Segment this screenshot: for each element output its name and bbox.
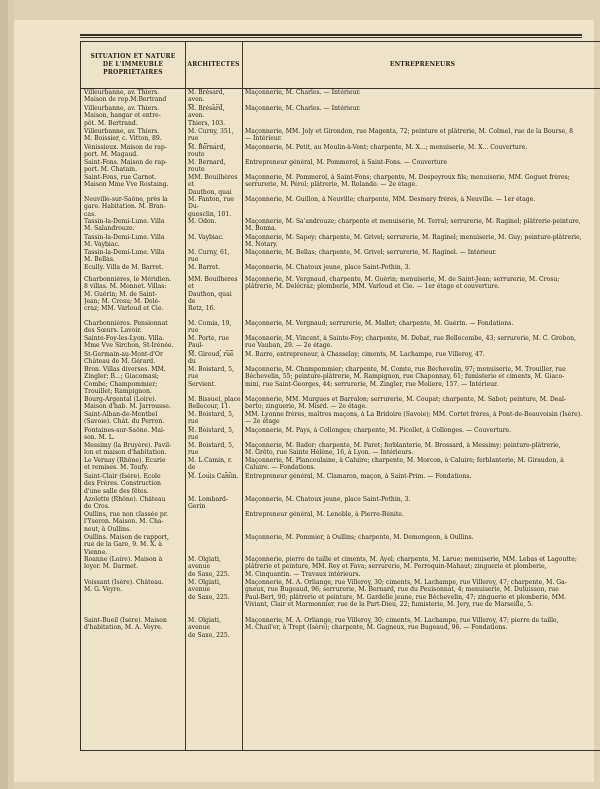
top-rule-thin xyxy=(80,37,582,38)
top-rule xyxy=(80,34,582,36)
cell-site: Sainte-Foy-les-Lyon. Villa. Mme Vve Sirchon, St-Irénée. xyxy=(84,335,174,350)
cell-architect: MM. Bouilhères et Dauthon, quai de Retz, 16. xyxy=(188,276,238,313)
cell-contractors: Entrepreneur général, M. Lenoble, à Pierre-Bénite. xyxy=(245,511,404,518)
table-row xyxy=(81,617,600,639)
cell-architect: M. Olgiati, avenue de Saxe, 225. xyxy=(188,579,230,601)
cell-contractors: Maçonnerie, M. Charles. — Intérieur. xyxy=(245,105,361,112)
cell-site: Neuville-sur-Saône, près la gare. Habitation. M. Bran- cas. xyxy=(84,196,168,218)
cell-site: Saint-Bueil (Isère). Maison d'habitation, M. A. Veyre. xyxy=(84,617,167,632)
cell-architect: M. Porte, rue Paul- xyxy=(188,335,229,350)
table-row xyxy=(81,335,600,351)
cell-contractors: Maçonnerie, M. Sa'androuze; charpente et menuiserie, M. Terral; serrurerie, M. Raginel; plâtrerie-peinture, M. Bonna. xyxy=(245,218,581,233)
cell-site: St-Germain-au-Mont-d'Or Château de M. Gérard. xyxy=(84,351,163,366)
cell-site: Tassin-la-Demi-Lune. Villa M. Salandrouze. xyxy=(84,218,165,233)
cell-site: Villeurbanne, av. Thiers. Maison de rep.M.Bertrand xyxy=(84,89,167,104)
cell-architect: M. Fanton, rue Du- guesclin, 101. xyxy=(188,196,234,218)
cell-architect: M. L.Camin, r. de xyxy=(188,457,233,472)
cell-architect xyxy=(188,511,241,534)
header-contractors: ENTREPRENEURS xyxy=(389,61,456,68)
cell-architect: M. Vaybiac. xyxy=(188,234,224,241)
cell-contractors: Maçonnerie, M. Bador; charpente, M. Paret; ferblanterie, M. Brossard, à Messimy; peinture-plâtrerie, M. Grêto, rue Sainte Hélène, 16, à Lyon. — Intérieurs. xyxy=(245,442,561,457)
cell-site: Roanne (Loire). Maison à loyer. M. Darmet. xyxy=(84,556,163,571)
cell-contractors: Maçonnerie, MM. Joly et Girondon, rue Magenta, 72; peinture et plâtrerie, M. Colmel, rue de la Bourse, 8 — Intérieur. xyxy=(245,128,574,143)
cell-architect: M. Bernard, route xyxy=(188,159,226,174)
cell-site: Le Vernay (Rhône). Écurie et remises. M. Toufy. xyxy=(84,457,166,472)
cell-site: Saint-Fons. Maison de rap- port. M. Chatain. xyxy=(84,159,168,174)
table-row xyxy=(81,264,600,276)
cell-architect: M. Boistard, 5, rue Servient. xyxy=(188,366,234,388)
table-row xyxy=(81,473,600,496)
cell-contractors: Maçonnerie, M. Charles. — Intérieur. xyxy=(245,89,361,96)
table-row xyxy=(81,351,600,366)
cell-contractors: Maçonnerie, M. Guillon, à Neuville; charpente, MM. Desmary frères, à Neuville. — 1er étage. xyxy=(245,196,536,203)
cell-site: Tassin-la-Demi-Lune. Villa M. Bellas. xyxy=(84,249,165,264)
cell-site: Villeurbanne, av. Thiers. M. Boissier, c. Vitton, 89. xyxy=(84,128,162,143)
cell-site: Oullins. Maison de rapport, rue de la Gare, 9. M. X. à Vienne. xyxy=(84,534,169,556)
cell-architect: M. Odon. xyxy=(188,218,217,225)
table-row xyxy=(81,411,600,427)
cell-contractors: Entrepreneur général, M. Clamaron, maçon, à Saint-Prim. — Fondations. xyxy=(245,473,472,480)
table-row xyxy=(81,234,600,249)
cell-site: Messimy (la Bruyère). Pavil- lon et maison d'habitation. xyxy=(84,442,172,457)
cell-architect: M. Barret. xyxy=(188,264,221,271)
cell-contractors: Maçonnerie, M. Pays, à Collonges; charpente, M. Picollet, à Collonges. — Couverture. xyxy=(245,427,512,434)
cell-architect: M. Boistard, 5, rue xyxy=(188,427,234,442)
cell-site: Voissant (Isère). Château. M. G. Veyre. xyxy=(84,579,164,594)
cell-site: Bourg-Argental (Loire). Maison d'hab. M. Jarrousse. xyxy=(84,396,171,411)
cell-architect: M. Curny, 351, rue xyxy=(188,128,234,143)
cell-architect: M. Boistard, 5, rue xyxy=(188,442,234,457)
cell-architect: M. Brésard, aven. Thiers, 103. xyxy=(188,105,226,127)
cell-site: Bron. Villas diverses. MM. Zingler; B...; Giacomasi; Combe; Champommier; Trouillet; Rampignon. xyxy=(84,366,166,396)
cell-contractors: Maçonnerie, pierre de taille et ciments, M. Ayel; charpente, M. Larue; menuiserie, MM. Lebas et Lagoutte; plâtrerie et peinture, MM. Rey et Fava; serrurerie, M. Perroquin-Mahaut; zinguerie et plomberie, M. Cinquantin. — Travaux intérieurs. xyxy=(245,556,577,578)
cell-contractors: Maçonnerie, M. A. Orliange, rue Villeroy, 30; ciments, M. Lachampe, rue Villeroy, 47; pierre de taille, M. Chail'er, à Trept (Isère); charpente, M. Gagneux, rue Bugeaud, 96. — Fondations. xyxy=(245,617,559,632)
cell-contractors: Maçonnerie, M. Vincent, à Sainte-Foy; charpente, M. Debat, rue Bellecombe, 43; serrurerie, M. C. Grobon, rue Vauban, 29. — 2e étage. xyxy=(245,335,576,350)
cell-site: Charbonnières. Pensionnat des Sœurs. Lavoir. xyxy=(84,320,168,335)
header-site: SITUATION ET NATURE DE L'IMMEUBLE PROPRIÉTAIRES xyxy=(90,53,176,76)
table-row xyxy=(81,89,600,105)
table-row xyxy=(81,579,600,617)
table-row xyxy=(81,159,600,174)
table-row xyxy=(81,174,600,196)
cell-site: Tassin-la-Demi-Lune. Villa M. Vaybiac. xyxy=(84,234,165,249)
cell-contractors: Maçonnerie, M. Bellas; charpente, M. Grivel; serrurerie, M. Raginel. — Intérieur. xyxy=(245,249,497,256)
cell-contractors: Maçonnerie, M. Plancoulaine, à Caluire; charpente, M. Morcon, à Caluire; ferblanterie, M. Giraudon, à Caluire. — Fondations. xyxy=(245,457,564,472)
cell-contractors: Maçonnerie, M. Champommier; charpente, M. Comte, rue Béchevelin, 97; menuiserie, M. Trouiller, rue Béchevelin, 55; peinture-plâtrerie, M. Rampignon, rue Chaponnay, 61; fumisterie et ciments, M. Giaco- mini, rue Saint-Georges, 44; serrurerie, M. Zingler, rue Moliere, 157. — Intérieur. xyxy=(245,366,566,388)
cell-site: Saint-Alban-de-Montbel (Savoie). Chât. du Perron. xyxy=(84,411,165,426)
table-row xyxy=(81,366,600,396)
cell-architect: M. Bissuel, place Bellecour, 11. xyxy=(188,396,241,411)
cell-site: Saint-Clair (Isère). École des Frères. Construction d'une salle des fêtes. xyxy=(84,473,161,495)
cell-architect xyxy=(188,534,241,556)
table-row xyxy=(81,218,600,234)
cell-architect: M. Lombard-Gerin xyxy=(188,496,229,511)
cell-contractors: Maçonnerie, M. A. Orliange, rue Villeroy, 30; ciments, M. Lachampe, rue Villeroy, 47; charpente, M. Ga- gneux, rue Bugeaud, 96; serrurerie, M. Bernard, rue du Peuisonnat, 4; menuiserie, M. Duluisson, rue Paul-Bert, 90; plâtrerie et peinture, M. Gardelle jeune, rue Béchevelin, 47; zinguerie et plomberie, MM. Viviant, Clair et Marmonnier, rue de la Part-Dieu, 22; fumisterie, M. Jery, rue de Marseille, 5. xyxy=(245,579,567,609)
table-row xyxy=(81,144,600,159)
cell-architect: M. Curny, 61, rue xyxy=(188,249,230,264)
cell-site: Fontaines-sur-Saône. Mai- son. M. L. xyxy=(84,427,166,442)
table-row xyxy=(81,556,600,579)
table-row xyxy=(81,276,600,320)
cell-contractors: M. Barre, entrepreneur, à Chasselay; ciments, M. Lachampe, rue Villeroy, 47. xyxy=(245,351,485,358)
document-page xyxy=(14,20,594,782)
cell-contractors: Maçonnerie, M. Petit, au Moulin-à-Vent; charpente, M. X...; menuiserie, M. X... Couverture. xyxy=(245,144,528,151)
table-row xyxy=(81,427,600,442)
cell-architect: M. Bernard, route xyxy=(188,144,226,159)
table-row xyxy=(81,196,600,218)
cell-site: Vénissieux. Maison de rap- port. M. Magaud. xyxy=(84,144,167,159)
cell-site: Villeurbanne, av. Thiers. Maison, hangar et entre- pôt. M. Bertrand. xyxy=(84,105,161,127)
cell-site: Oullins, rue non classée pr. l'Yseron. Maison. M. Cha- neut, à Oullins. xyxy=(84,511,169,533)
table-row xyxy=(81,320,600,335)
page-edge xyxy=(0,0,8,789)
cell-site: Charbonnières, le Méridien. 8 villas. M. Monnet. Villas: M. Guérin; M. de Saint- Jean; M. Crosu; M. Delé- craz; MM. Varloud et Cie. xyxy=(84,276,172,313)
table-row xyxy=(81,442,600,457)
cell-site: Saint-Fons, rue Carnot. Maison Mme Vve Rostaing. xyxy=(84,174,169,189)
cell-contractors: Maçonnerie, M. Chatoux jeune, place Saint-Pothin, 3. xyxy=(245,264,411,271)
cell-architect: MM. Bouilhères et Dauthon, quai xyxy=(188,174,238,196)
cell-site: Écully. Villa de M. Barret. xyxy=(84,264,164,271)
contractors-table xyxy=(80,41,600,751)
table-row xyxy=(81,534,600,556)
cell-contractors: Maçonnerie, MM. Murgues et Barralon; serrurerie, M. Coupat; charpente, M. Sabot; peinture, M. Deal- berto; zinguerie, M. Misrd. — 2e étage. xyxy=(245,396,567,411)
cell-contractors: Maçonnerie, M. Vergnaud; serrurerie, M. Mallet; charpente, M. Guérin. — Fondations. xyxy=(245,320,514,327)
cell-contractors: MM. Lyonne frères, maîtres maçons, à La Bridoire (Savoie); MM. Cortet frères, à Pont-de-Beauvoisin (Isère). — 2e étage xyxy=(245,411,583,426)
cell-contractors: Maçonnerie, M. Pommier, à Oullins; charpente, M. Demongeon, à Oullins. xyxy=(245,534,474,541)
cell-contractors: Maçonnerie, M. Vergnaud, charpente, M. Guérin; menuiserie, M. de Saint-Jean; serrurerie, M. Crosu; plâtrerie, M. Delécraz; plomberie, MM. Varloud et Cie. — 1er étage et couverture. xyxy=(245,276,560,291)
cell-contractors: Maçonnerie, M. Sapey; charpente, M. Grivel; serrurerie, M. Raginel; menuiserie, M. Guy; peinture-plâtrerie, M. Notary. xyxy=(245,234,582,249)
cell-architect: M. Olgiati, avenue de Saxe, 225. xyxy=(188,556,230,578)
cell-site: Azolette (Rhône). Château de Cros. xyxy=(84,496,166,511)
table-row xyxy=(81,128,600,144)
cell-contractors: Entrepreneur général, M. Pommerol, à Saint-Fons. — Couverture xyxy=(245,159,448,166)
cell-contractors: Maçonnerie, M. Chatoux jeune, place Saint-Pothin, 3. xyxy=(245,496,411,503)
cell-architect: M. Louis Camin. xyxy=(188,473,239,480)
cell-architect: M. Olgiati, avenue de Saxe, 225. xyxy=(188,617,230,639)
table-row xyxy=(81,511,600,534)
cell-architect: M. Giroud, rue du xyxy=(188,351,234,366)
table-row xyxy=(81,396,600,411)
cell-architect: M. Brésard, aven. xyxy=(188,89,225,104)
table-row xyxy=(81,496,600,511)
header-architects: ARCHITECTES xyxy=(187,61,240,68)
cell-architect: M. Boistard, 5, rue xyxy=(188,411,234,426)
table-row xyxy=(81,249,600,264)
cell-architect: M. Comia, 19, rue xyxy=(188,320,232,335)
table-row xyxy=(81,457,600,473)
table-row xyxy=(81,105,600,128)
cell-contractors: Maçonnerie, M. Pommerol, à Saint-Fons; charpente, M. Despeyroux fils; menuiserie, MM. Goguet frères; serrurerie, M. Pérol; plâtrerie, M. Rolando. — 2e étage. xyxy=(245,174,570,189)
